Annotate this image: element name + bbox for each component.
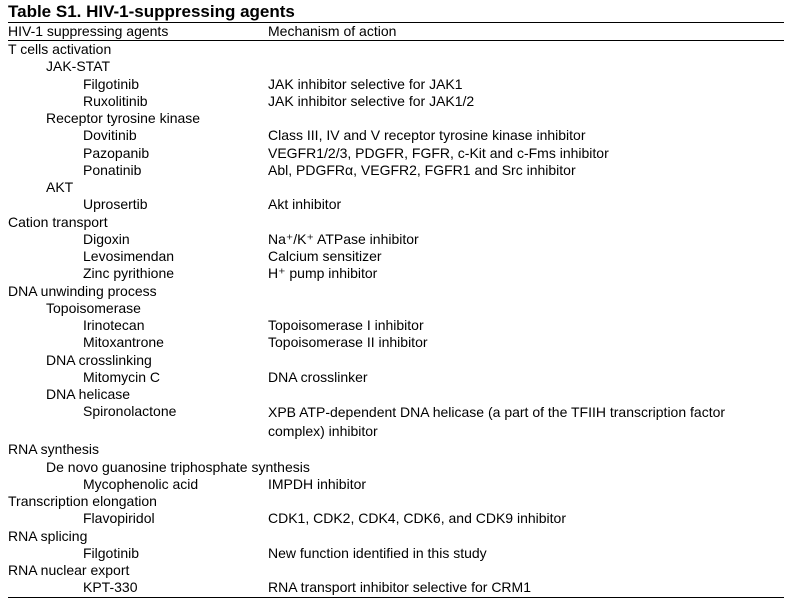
mechanism-text: VEGFR1/2/3, PDGFR, FGFR, c-Kit and c-Fms inhibitor [268, 144, 609, 161]
agent-name: Dovitinib [83, 127, 137, 144]
table-title: Table S1. HIV-1-suppressing agents [8, 2, 295, 21]
mechanism-text: JAK inhibitor selective for JAK1/2 [268, 92, 475, 109]
agent-name: Pazopanib [83, 144, 150, 161]
category-row [8, 179, 784, 196]
table-row [8, 93, 784, 110]
mechanism-text [268, 300, 784, 317]
agent-name: Filgotinib [83, 75, 140, 92]
mechanism-text [268, 386, 784, 403]
category-label: JAK-STAT [46, 58, 111, 75]
mechanism-text [268, 528, 784, 545]
category-row [8, 214, 784, 231]
mechanism-text [268, 110, 784, 127]
mechanism-text [268, 41, 784, 58]
mechanism-text [268, 283, 784, 300]
agent-name: Levosimendan [83, 248, 175, 264]
agent-name: Digoxin [83, 230, 130, 247]
mechanism-text [268, 562, 784, 579]
category-row [8, 41, 784, 58]
table-row [8, 127, 784, 144]
category-row [8, 493, 784, 510]
category-row [8, 441, 784, 458]
category-label: T cells activation [8, 41, 112, 57]
mechanism-text: XPB ATP-dependent DNA helicase (a part of the TFIIH transcription factor complex) inhibitor [268, 404, 726, 440]
mechanism-text: New function identified in this study [268, 544, 487, 561]
agent-name: Flavopiridol [83, 510, 155, 527]
category-row [8, 528, 784, 545]
table-row [8, 579, 784, 596]
mechanism-text [268, 179, 784, 196]
mechanism-text: CDK1, CDK2, CDK4, CDK6, and CDK9 inhibitor [268, 510, 567, 527]
mechanism-text: H⁺ pump inhibitor [268, 265, 378, 282]
agent-name: Zinc pyrithione [83, 265, 175, 282]
category-row [8, 300, 784, 317]
table-row [8, 545, 784, 562]
category-label: Transcription elongation [8, 493, 157, 509]
table-row [8, 265, 784, 282]
category-label: Cation transport [8, 213, 108, 230]
mechanism-text: Class III, IV and V receptor tyrosine kinase inhibitor [268, 127, 586, 144]
bottom-rule [8, 597, 784, 598]
mechanism-text: Akt inhibitor [268, 196, 342, 213]
agent-name: KPT-330 [83, 579, 138, 596]
category-label: DNA crosslinking [46, 351, 152, 368]
mechanism-text: Calcium sensitizer [268, 248, 382, 264]
category-row [8, 459, 784, 476]
category-row [8, 58, 784, 75]
agent-name: Mycophenolic acid [83, 475, 199, 492]
mechanism-text: Topoisomerase II inhibitor [268, 334, 428, 351]
mechanism-text: Na⁺/K⁺ ATPase inhibitor [268, 230, 419, 247]
agent-name: Mitomycin C [83, 368, 161, 385]
category-label: De novo guanosine triphosphate synthesis [46, 458, 310, 475]
mechanism-text: IMPDH inhibitor [268, 475, 367, 492]
mechanism-text: JAK inhibitor selective for JAK1 [268, 75, 463, 92]
header-agents: HIV-1 suppressing agents [8, 23, 169, 39]
agent-name: Ruxolitinib [83, 92, 148, 109]
mechanism-text [268, 58, 784, 75]
document-page [8, 2, 784, 598]
mechanism-text: DNA crosslinker [268, 368, 368, 385]
mechanism-text [268, 459, 784, 476]
agent-name: Mitoxantrone [83, 334, 164, 351]
category-label: RNA synthesis [8, 441, 100, 458]
category-row [8, 283, 784, 300]
category-row [8, 386, 784, 403]
category-row [8, 562, 784, 579]
category-label: RNA splicing [8, 527, 88, 544]
table-row [8, 334, 784, 351]
mechanism-text: RNA transport inhibitor selective for CRM1 [268, 579, 531, 596]
category-label: Receptor tyrosine kinase [46, 110, 201, 126]
mechanism-text: Topoisomerase I inhibitor [268, 317, 424, 333]
agent-name: Spironolactone [83, 403, 177, 420]
category-label: DNA unwinding process [8, 282, 157, 299]
category-row [8, 352, 784, 369]
table-row [8, 248, 784, 265]
table-row [8, 145, 784, 162]
mechanism-text: Abl, PDGFRα, VEGFR2, FGFR1 and Src inhibitor [268, 161, 576, 178]
header-mechanism: Mechanism of action [268, 23, 397, 39]
agent-name: Ponatinib [83, 161, 142, 178]
table-header [8, 23, 784, 40]
table-row [8, 76, 784, 93]
mechanism-text [268, 441, 784, 458]
table-row [8, 162, 784, 179]
category-label: Topoisomerase [46, 299, 141, 316]
table-row [8, 403, 784, 441]
table-row [8, 231, 784, 248]
agent-name: Filgotinib [83, 544, 140, 561]
category-row [8, 110, 784, 127]
category-label: DNA helicase [46, 386, 131, 402]
mechanism-text [268, 493, 784, 510]
agent-name: Uprosertib [83, 196, 148, 213]
mechanism-text [268, 352, 784, 369]
table-row [8, 196, 784, 213]
category-label: AKT [46, 179, 74, 195]
table-row [8, 369, 784, 386]
category-label: RNA nuclear export [8, 562, 130, 578]
table-row [8, 510, 784, 527]
table-body [8, 41, 784, 597]
mechanism-text [268, 214, 784, 231]
table-row [8, 476, 784, 493]
table-row [8, 317, 784, 334]
agent-name: Irinotecan [83, 317, 145, 333]
